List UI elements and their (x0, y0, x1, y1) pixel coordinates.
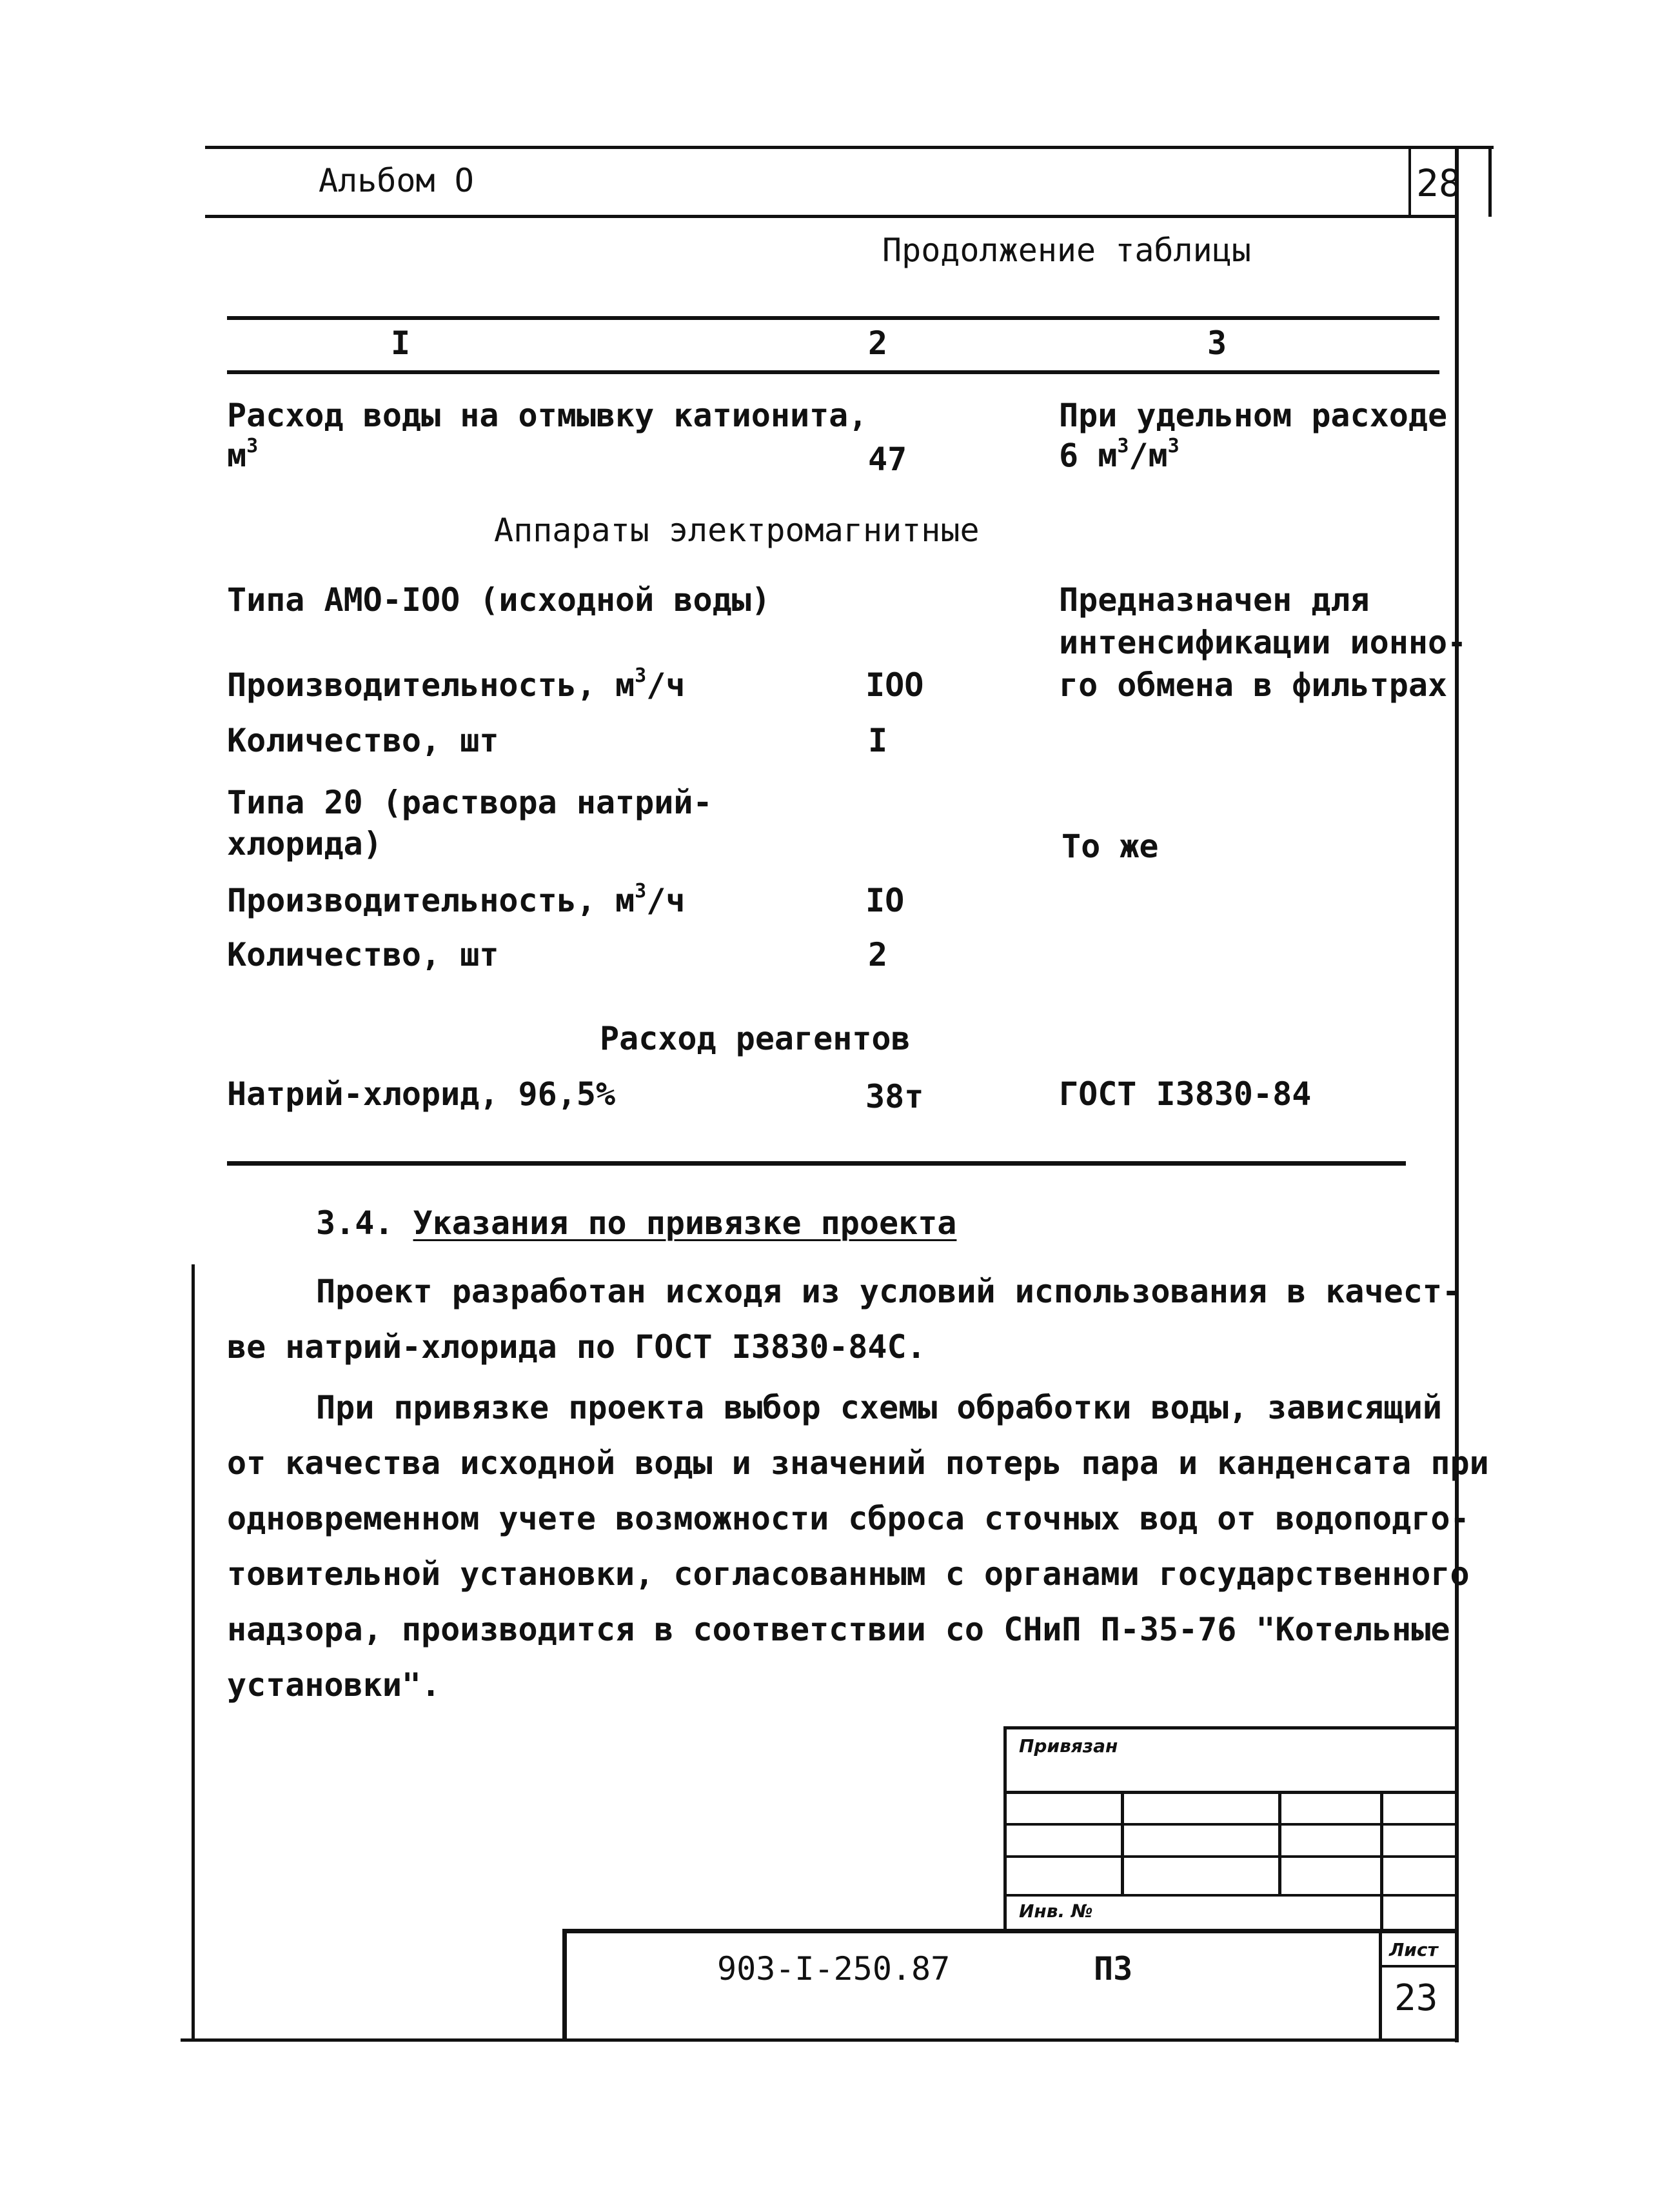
row-amo-note-1: Предназначен для (1059, 581, 1370, 619)
row-water-name: Расход воды на отмывку катионита, (227, 397, 868, 434)
section-number: 3.4. (316, 1204, 394, 1242)
row-quantity-2-value: 2 (868, 936, 888, 973)
album-label: Альбом О (319, 162, 474, 199)
top-border (205, 146, 1494, 149)
col-header-2: 2 (868, 324, 888, 362)
row-water-note-2: 6 $м^3/м^3$ (1059, 435, 1180, 474)
row-water-note: При удельном расходе (1059, 397, 1448, 434)
para1-line2: ве натрий-хлорида по ГОСТ I3830-84С. (227, 1328, 926, 1366)
row-quantity-1-name: Количество, шт (227, 722, 499, 759)
doc-code: 903-I-250.87 (717, 1950, 951, 1988)
para2-line4: товительной установки, согласованным с органами государственного (227, 1555, 1470, 1593)
table-header-rule (227, 370, 1439, 374)
row-productivity-2-value: IО (865, 882, 905, 919)
left-border-upper (192, 1439, 193, 1464)
row-type20-name-1: Типа 20 (раствора натрий- (227, 784, 713, 821)
stamp-grid-col2 (1278, 1791, 1281, 1894)
right-border (1455, 146, 1459, 2042)
page-number: 28 (1416, 161, 1461, 205)
row-water-value: 47 (868, 441, 907, 478)
row-sodium-chloride-name: Натрий-хлорид, 96,5% (227, 1075, 616, 1113)
section-reagents: Расход реагентов (600, 1020, 911, 1057)
title-block-sheet-rule (1379, 1965, 1459, 1968)
row-productivity-2-name: Производительность, $м^3/ч$ (227, 880, 686, 919)
row-quantity-2-name: Количество, шт (227, 936, 499, 973)
sheet-number: 23 (1394, 1977, 1438, 2019)
title-block-top (562, 1929, 1459, 1933)
stamp-grid-col1 (1121, 1791, 1124, 1894)
row-type20-name-2: хлорида) (227, 825, 382, 862)
para2-line6: установки". (227, 1666, 441, 1704)
stamp-grid-top (1003, 1726, 1457, 1729)
page-number-box-left (1408, 146, 1411, 215)
para2-line3: одновременном учете возможности сброса сточных вод от водоподго- (227, 1500, 1470, 1537)
col-header-1: I (391, 324, 411, 362)
title-block-sheet-divider (1379, 1929, 1382, 2042)
row-quantity-1-value: I (868, 722, 888, 759)
stamp-grid-row3 (1003, 1855, 1457, 1858)
left-border (192, 1264, 195, 2042)
col-header-3: 3 (1207, 324, 1227, 362)
row-productivity-1-name: Производительность, $м^3/ч$ (227, 664, 686, 704)
stamp-grid-row1 (1003, 1791, 1457, 1794)
para2-line1: При привязке проекта выбор схемы обработки воды, зависящий (316, 1389, 1442, 1426)
table-continuation: Продолжение таблицы (882, 232, 1251, 269)
stamp-grid-left (1003, 1726, 1007, 1931)
para2-line5: надзора, производится в соответствии со СНиП П-35-76 "Котельные (227, 1611, 1450, 1648)
right-border-outer (1488, 146, 1492, 217)
row-amo-name: Типа АМО-IОО (исходной воды) (227, 581, 771, 619)
header-bottom-rule (205, 215, 1456, 218)
row-amo-note-2: интенсификации ионно- (1059, 624, 1467, 661)
row-sodium-chloride-value: 38т (865, 1078, 924, 1115)
table-bottom-rule (227, 1161, 1406, 1166)
stamp-grid-row4 (1003, 1894, 1457, 1897)
section-title: Указания по привязке проекта (413, 1204, 957, 1242)
stamp-privyazan: Привязан (1019, 1735, 1118, 1757)
section-heading (316, 1202, 956, 1244)
stamp-inv-no: Инв. № (1019, 1900, 1093, 1922)
bottom-border (181, 2038, 1459, 2042)
stamp-grid-col3 (1380, 1791, 1383, 1931)
row-amo-note-3: го обмена в фильтрах (1059, 666, 1448, 704)
row-productivity-1-value: IОО (865, 666, 924, 704)
doc-type: ПЗ (1094, 1950, 1133, 1988)
table-top-rule (227, 316, 1439, 320)
row-sodium-chloride-note: ГОСТ I3830-84 (1059, 1075, 1312, 1113)
stamp-grid-row2 (1003, 1823, 1457, 1826)
para1-line1: Проект разработан исходя из условий использования в качест- (316, 1273, 1462, 1310)
para2-line2: от качества исходной воды и значений потерь пара и канденсата при (227, 1444, 1489, 1482)
sheet-label: Лист (1389, 1939, 1438, 1960)
row-type20-note: То же (1062, 828, 1159, 865)
section-apparatus: Аппараты электромагнитные (494, 512, 980, 549)
row-water-unit: $м^3$ (227, 435, 259, 474)
title-block-left (562, 1929, 567, 2042)
